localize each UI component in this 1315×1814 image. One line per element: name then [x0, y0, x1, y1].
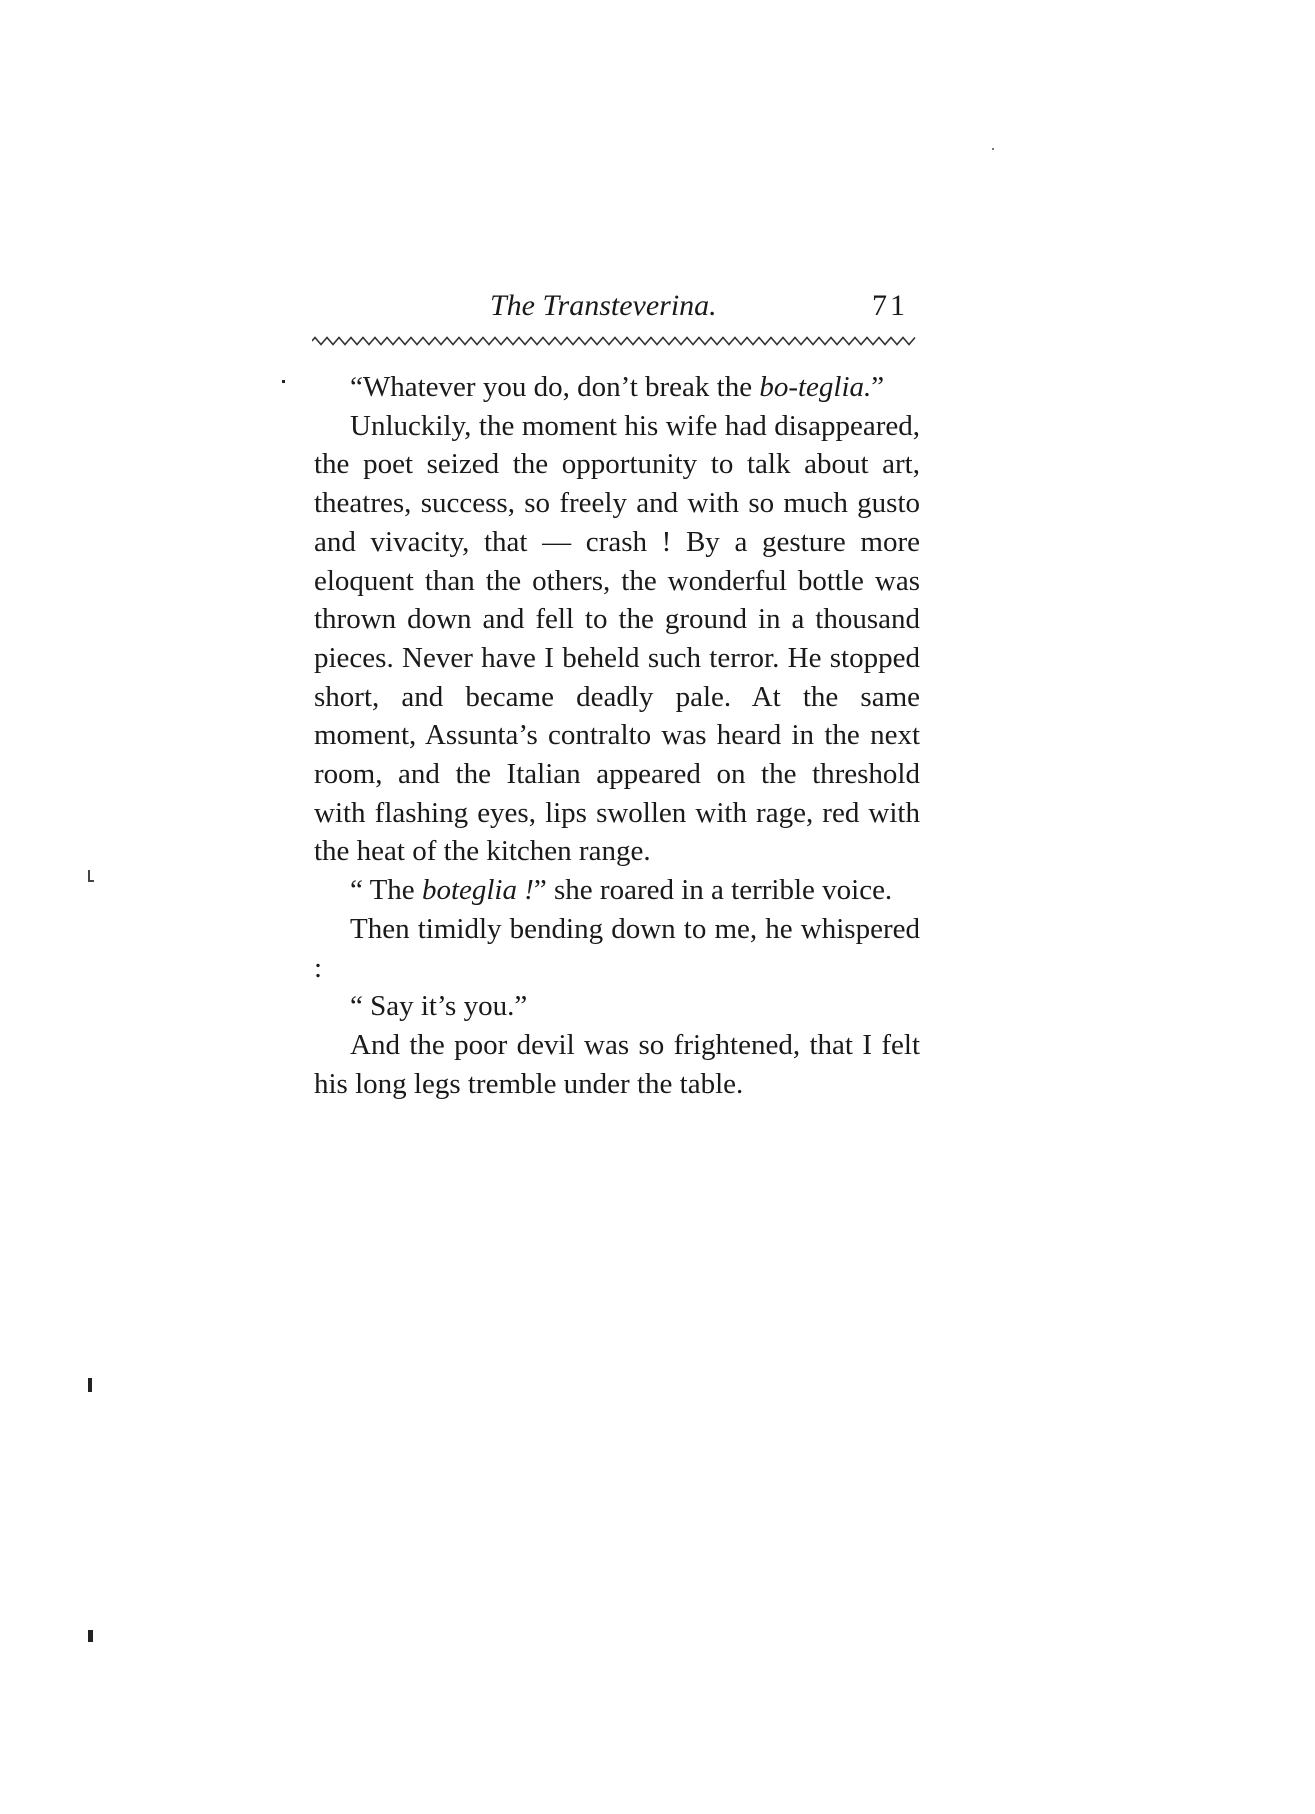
scan-speck: [88, 1378, 92, 1392]
running-title: The Transteverina.: [490, 289, 717, 322]
running-head: [310, 288, 920, 328]
ornamental-wavy-rule: [312, 336, 918, 346]
paragraph-6: And the poor devil was so frightened, that I felt his long legs tremble under the table.: [314, 1028, 920, 1100]
scan-speck: [992, 148, 994, 150]
paragraph-4: Then timidly bending down to me, he whispered :: [314, 912, 920, 984]
page-number: 71: [872, 289, 908, 322]
scan-speck: [282, 380, 285, 383]
paragraph-5: “ Say it’s you.”: [350, 990, 528, 1023]
paragraph-3: “ The boteglia !” she roared in a terrible voice.: [350, 874, 893, 907]
text-block: [314, 368, 920, 1103]
paragraph-2: Unluckily, the moment his wife had disappeared, the poet seized the opportunity to talk about art, theatres, success, so freely and with so much gusto and vivacity, that — crash ! By a gesture more eloquent than the others, the wonderful bottle was thrown down and fell to the ground in a thousand pieces. Never have I beheld such terror. He stopped short, and became deadly pale. At the same moment, Assunta’s contralto was heard in the next room, and the Italian appeared on the threshold with flashing eyes, lips swollen with rage, red with the heat of the kitchen range.: [314, 409, 920, 868]
paragraph-1: “Whatever you do, don’t break the bo-teglia.”: [350, 371, 885, 403]
scan-speck: [88, 880, 94, 882]
scan-speck: [88, 1630, 93, 1642]
